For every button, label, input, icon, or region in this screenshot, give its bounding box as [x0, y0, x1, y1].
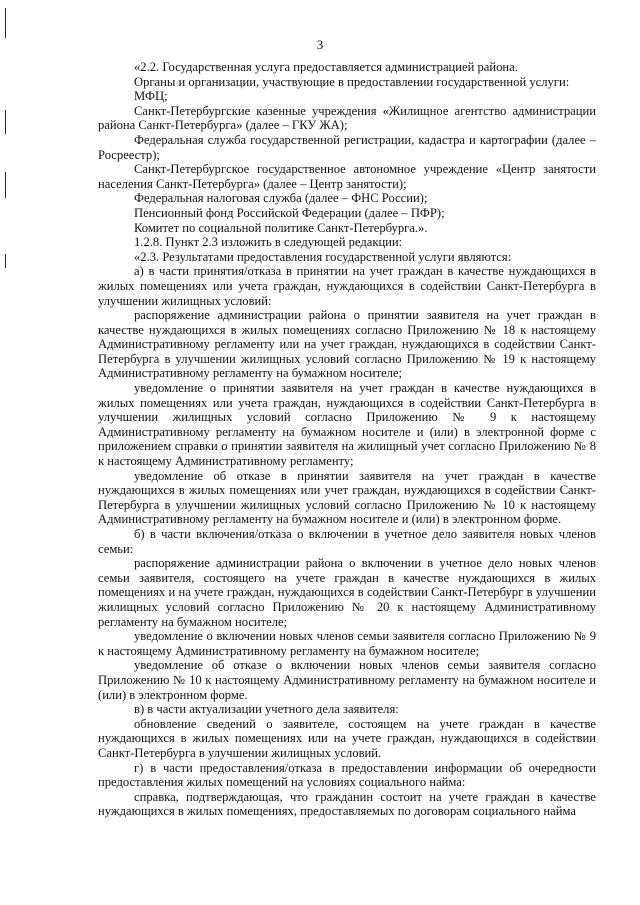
paragraph: г) в части предоставления/отказа в предоставлении информации об очередности предоставления жилых помещений на условиях социального найма:	[98, 760, 596, 790]
paragraph: Комитет по социальной политике Санкт-Петербурга.».	[134, 220, 428, 235]
paragraph: 1.2.8. Пункт 2.3 изложить в следующей редакции:	[134, 235, 403, 250]
scan-margin-mark	[5, 254, 6, 268]
paragraph: обновление сведений о заявителе, состоящем на учете граждан в качестве нуждающихся в жилых помещениях или на учете граждан, нуждающихся в содействии Санкт-Петербурга в улучшении жилищных условий.	[98, 716, 596, 760]
paragraph: распоряжение администрации района о включении в учетное дело новых членов семьи заявителя, состоящего на учете граждан в качестве нуждающихся в жилых помещениях и на учете граждан, нуждающихся в содействии Санкт-Петербург в улучшении жилищных условий согласно Приложению № 20 к настоящему Административному регламенту на бумажном носителе;	[98, 556, 596, 629]
paragraph: МФЦ;	[134, 89, 168, 104]
paragraph: а) в части принятия/отказа в принятии на учет граждан в качестве нуждающихся в жилых помещениях или учета граждан, нуждающихся в содействии Санкт-Петербурга в улучшении жилищных условий:	[98, 264, 596, 308]
paragraph: уведомление об отказе о включении новых членов семьи заявителя согласно Приложению № 10 к настоящему Административному регламенту на бумажном носителе и (или) в электронном форме.	[98, 658, 596, 702]
scan-margin-mark	[5, 8, 6, 38]
paragraph: справка, подтверждающая, что гражданин состоит на учете граждан в качестве нуждающихся в жилых помещениях, предоставляемых по договорам социального найма	[98, 789, 596, 819]
paragraph: «2.3. Результатами предоставления государственной услуги являются:	[134, 249, 512, 264]
scan-margin-mark	[5, 172, 6, 198]
paragraph: распоряжение администрации района о принятии заявителя на учет граждан в качестве нуждающихся в жилых помещениях согласно Приложению № 18 к настоящему Административному регламенту или на учет граждан, нуждающихся в содействии Санкт-Петербурга в улучшении жилищных условий согласно Приложению № 19 к настоящему Административному регламенту на бумажном носителе;	[98, 308, 596, 381]
paragraph: Федеральная налоговая служба (далее – ФНС России);	[134, 191, 428, 206]
paragraph: в) в части актуализации учетного дела заявителя:	[134, 702, 399, 717]
scan-margin-mark	[5, 110, 6, 134]
paragraph: уведомление об отказе в принятии заявителя на учет граждан в качестве нуждающихся в жилых помещениях или учет граждан, нуждающихся в содействии Санкт-Петербурга в улучшении жилищных условий согласно Приложению № 10 к настоящему Административному регламенту на бумажном носителе и (или) в электронном форме.	[98, 468, 596, 527]
paragraph: Пенсионный фонд Российской Федерации (далее – ПФР);	[134, 205, 445, 220]
paragraph: уведомление о принятии заявителя на учет граждан в качестве нуждающихся в жилых помещениях или учета граждан, нуждающихся в содействии Санкт-Петербурга в улучшении жилищных условий согласно Приложению № 9 к настоящему Административному регламенту на бумажном носителе и (или) в электронной форме с приложением справки о принятии заявителя на жилищный учет согласно Приложению № 8 к настоящему Административному регламенту;	[98, 381, 596, 469]
page-number: 3	[316, 37, 324, 52]
paragraph: Органы и организации, участвующие в предоставлении государственной услуги:	[134, 74, 570, 89]
paragraph: уведомление о включении новых членов семьи заявителя согласно Приложению № 9 к настоящему Административному регламенту на бумажном носителе;	[98, 629, 596, 658]
paragraph: Федеральная служба государственной регистрации, кадастра и картографии (далее – Росреестр);	[98, 132, 596, 162]
document-body	[98, 60, 596, 819]
paragraph: б) в части включения/отказа о включении в учетное дело заявителя новых членов семьи:	[98, 527, 596, 556]
paragraph: Санкт-Петербургское государственное автономное учреждение «Центр занятости населения Санкт-Петербурга» (далее – Центр занятости);	[98, 162, 596, 191]
paragraph: «2.2. Государственная услуга предоставляется администрацией района.	[134, 60, 518, 74]
paragraph: Санкт-Петербургские казенные учреждения «Жилищное агентство администрации района Санкт-Петербурга» (далее – ГКУ ЖА);	[98, 103, 596, 133]
